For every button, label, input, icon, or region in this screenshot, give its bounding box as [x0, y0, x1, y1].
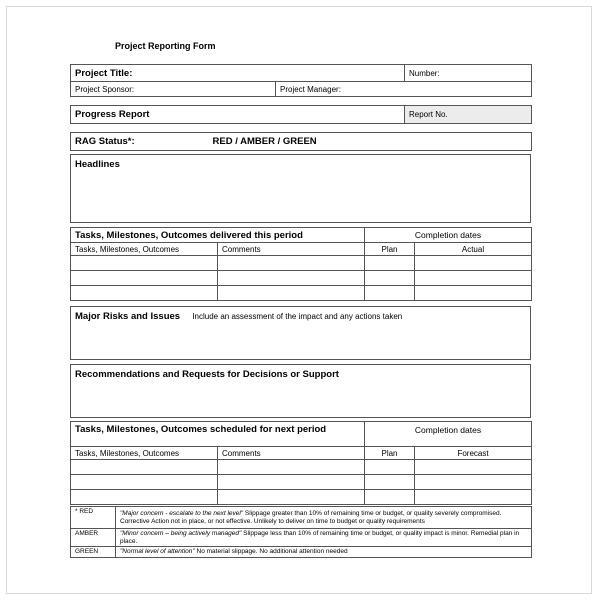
delivered-col-actual: Actual	[415, 243, 532, 256]
key-red-italic: "Major concern - escalate to the next level"	[120, 510, 244, 517]
key-green-description	[116, 547, 532, 558]
project-title-field[interactable]: Project Title:	[71, 65, 405, 82]
risks-label: Major Risks and Issues	[75, 311, 181, 322]
scheduled-col-comments: Comments	[218, 447, 365, 460]
headlines-field[interactable]: Headlines	[71, 155, 531, 223]
headlines-table	[70, 154, 531, 223]
delivered-col-tasks: Tasks, Milestones, Outcomes	[71, 243, 218, 256]
scheduled-col-forecast: Forecast	[415, 447, 532, 460]
delivered-col-comments: Comments	[218, 243, 365, 256]
table-row[interactable]	[71, 475, 532, 490]
table-row[interactable]	[71, 271, 532, 286]
risks-note: Include an assessment of the impact and any actions taken	[192, 312, 403, 321]
table-row[interactable]	[71, 256, 532, 271]
key-amber-label: AMBER	[71, 529, 116, 547]
key-amber-text: Slippage less than 10% of remaining time or budget, or quality impact is minor. Remedial plan in place.	[120, 530, 520, 545]
scheduled-col-plan: Plan	[365, 447, 415, 460]
scheduled-completion-dates: Completion dates	[365, 422, 532, 447]
rag-status-table	[70, 132, 532, 151]
recommendations-field[interactable]: Recommendations and Requests for Decisions or Support	[71, 365, 531, 418]
key-red-text: Slippage greater than 10% of remaining time or budget, or quality severely compromised. Corrective Action not in place, or not effective. Unlikely to deliver on time to budget or quality requirements	[120, 510, 502, 525]
key-green-italic: "Normal level of attention"	[120, 548, 195, 555]
delivered-completion-dates: Completion dates	[365, 228, 532, 243]
report-number-field[interactable]: Report No.	[405, 106, 532, 124]
project-manager-field[interactable]: Project Manager:	[276, 82, 532, 97]
key-red-description	[116, 507, 532, 529]
delivered-heading: Tasks, Milestones, Outcomes delivered this period	[71, 228, 365, 243]
rag-status-value[interactable]: RED / AMBER / GREEN	[209, 133, 532, 151]
key-green-label: GREEN	[71, 547, 116, 558]
form-title: Project Reporting Form	[115, 41, 216, 51]
key-green-text: No material slippage. No additional attention needed	[194, 548, 348, 555]
scheduled-table	[70, 421, 532, 505]
scheduled-heading: Tasks, Milestones, Outcomes scheduled for next period	[71, 422, 365, 447]
table-row[interactable]	[71, 490, 532, 505]
key-red-label: * RED	[71, 507, 116, 529]
delivered-col-plan: Plan	[365, 243, 415, 256]
delivered-table	[70, 227, 532, 301]
project-info-table	[70, 64, 532, 97]
table-row[interactable]	[71, 286, 532, 301]
progress-report-label: Progress Report	[71, 106, 405, 124]
scheduled-col-tasks: Tasks, Milestones, Outcomes	[71, 447, 218, 460]
rag-key-table	[70, 506, 532, 558]
risks-table	[70, 306, 531, 360]
progress-report-table	[70, 105, 532, 124]
rag-status-label: RAG Status*:	[71, 133, 209, 151]
table-row[interactable]	[71, 460, 532, 475]
risks-field[interactable]	[71, 307, 531, 360]
project-sponsor-field[interactable]: Project Sponsor:	[71, 82, 276, 97]
key-amber-description	[116, 529, 532, 547]
key-amber-italic: "Minor concern – being actively managed"	[120, 530, 242, 537]
recommendations-table	[70, 364, 531, 418]
number-field[interactable]: Number:	[405, 65, 532, 82]
